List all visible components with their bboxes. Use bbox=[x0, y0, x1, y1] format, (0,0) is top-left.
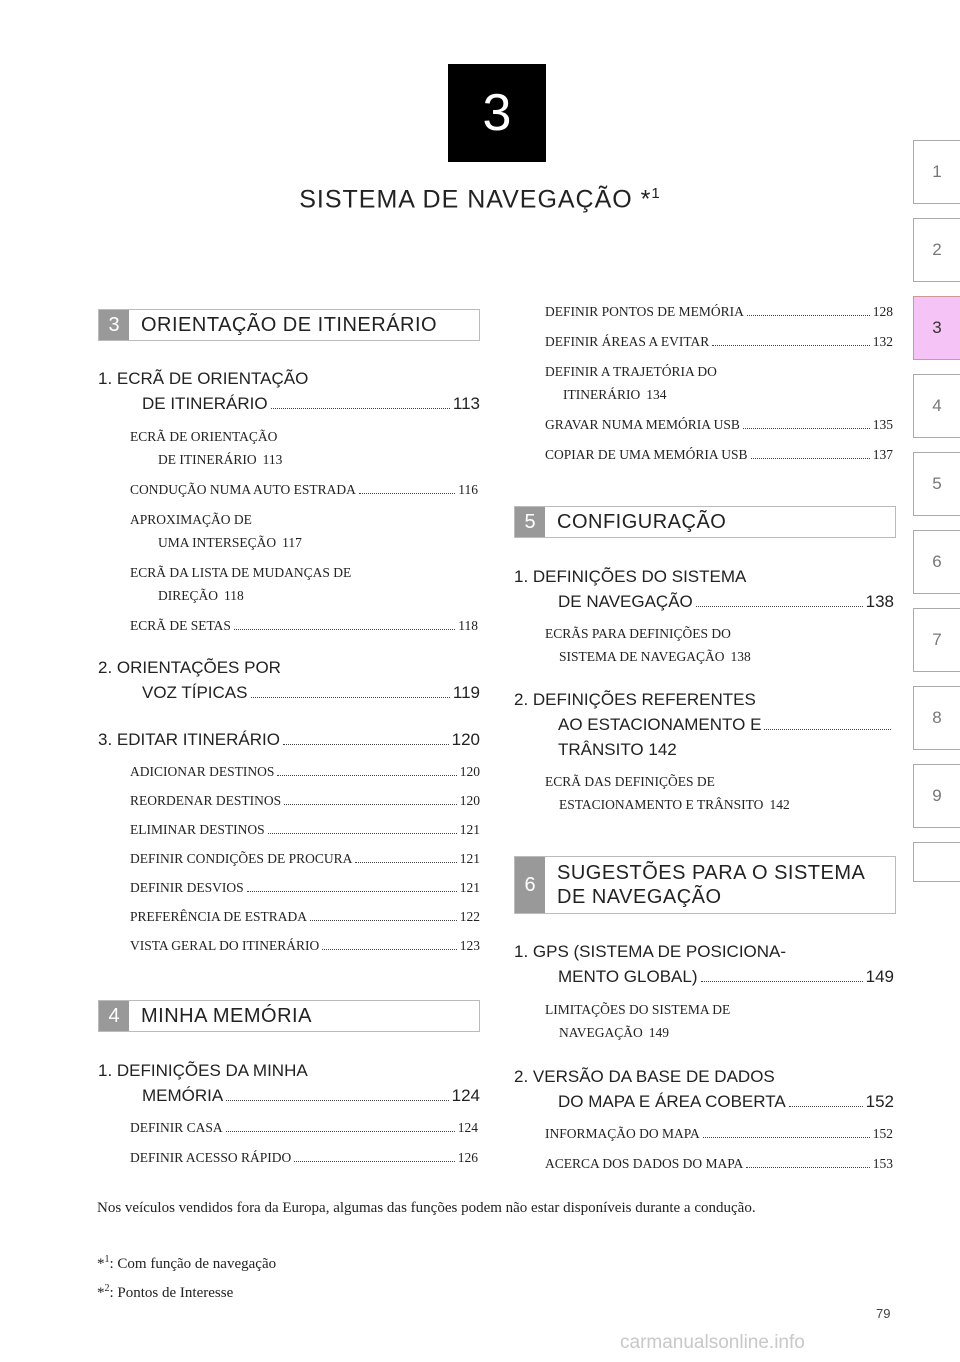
footnote-main: Nos veículos vendidos fora da Europa, algumas das funções podem não estar disponíveis durante a condução. bbox=[97, 1200, 756, 1216]
toc-sub-list bbox=[130, 425, 478, 637]
section-title: CONFIGURAÇÃO bbox=[557, 511, 727, 533]
tab-2[interactable]: 2 bbox=[913, 218, 960, 282]
toc-sub-list bbox=[545, 998, 893, 1044]
page-title-text: SISTEMA DE NAVEGAÇÃO * bbox=[299, 185, 652, 214]
toc-sub-entry[interactable]: DEFINIR PONTOS DE MEMÓRIA 128 bbox=[545, 300, 893, 323]
toc-sub-entry[interactable]: ECRÃ DE ORIENTAÇÃO DE ITINERÁRIO 113 bbox=[130, 429, 283, 467]
toc-sub-entry[interactable]: DEFINIR ÁREAS A EVITAR 132 bbox=[545, 330, 893, 353]
toc-entry-main[interactable]: 3. EDITAR ITINERÁRIO 120 bbox=[98, 727, 480, 752]
section-title: MINHA MEMÓRIA bbox=[141, 1005, 312, 1027]
toc-sub-entry[interactable]: COPIAR DE UMA MEMÓRIA USB 137 bbox=[545, 443, 893, 466]
tab-8[interactable]: 8 bbox=[913, 686, 960, 750]
section-3-header bbox=[98, 309, 480, 341]
toc-sub-entry[interactable]: APROXIMAÇÃO DE UMA INTERSEÇÃO 117 bbox=[130, 512, 302, 550]
toc-sub-list bbox=[545, 300, 893, 466]
tab-7[interactable]: 7 bbox=[913, 608, 960, 672]
tab-10[interactable] bbox=[913, 842, 960, 882]
toc-sub-entry[interactable]: DEFINIR DESVIOS 121 bbox=[130, 876, 480, 899]
toc-sub-entry[interactable]: PREFERÊNCIA DE ESTRADA 122 bbox=[130, 905, 480, 928]
toc-sub-entry[interactable]: REORDENAR DESTINOS 120 bbox=[130, 789, 480, 812]
toc-sub-entry[interactable]: ACERCA DOS DADOS DO MAPA 153 bbox=[545, 1152, 893, 1175]
section-title: SUGESTÕES PARA O SISTEMA DE NAVEGAÇÃO bbox=[557, 862, 866, 908]
toc-entry-main[interactable]: 2. VERSÃO DA BASE DE DADOS DO MAPA E ÁREA COBERTA 152 bbox=[514, 1067, 894, 1111]
toc-sub-entry[interactable]: VISTA GERAL DO ITINERÁRIO 123 bbox=[130, 934, 480, 957]
toc-sub-entry[interactable]: DEFINIR A TRAJETÓRIA DO ITINERÁRIO 134 bbox=[545, 364, 717, 402]
toc-sub-list bbox=[545, 770, 893, 816]
tab-4[interactable]: 4 bbox=[913, 374, 960, 438]
tab-1[interactable]: 1 bbox=[913, 140, 960, 204]
section-4-header bbox=[98, 1000, 480, 1032]
toc-sub-entry[interactable]: GRAVAR NUMA MEMÓRIA USB 135 bbox=[545, 413, 893, 436]
tab-6[interactable]: 6 bbox=[913, 530, 960, 594]
toc-sub-entry[interactable]: DEFINIR CONDIÇÕES DE PROCURA 121 bbox=[130, 847, 480, 870]
toc-entry-main[interactable]: 1. GPS (SISTEMA DE POSICIONA- MENTO GLOBAL) 149 bbox=[514, 942, 894, 986]
toc-entry-main[interactable]: 1. DEFINIÇÕES DO SISTEMA DE NAVEGAÇÃO 138 bbox=[514, 567, 894, 611]
tab-3[interactable]: 3 bbox=[913, 296, 960, 360]
chapter-number-box bbox=[448, 64, 546, 162]
toc-sub-entry[interactable]: DEFINIR ACESSO RÁPIDO 126 bbox=[130, 1146, 478, 1169]
toc-sub-entry[interactable]: ELIMINAR DESTINOS 121 bbox=[130, 818, 480, 841]
section-5-header bbox=[514, 506, 896, 538]
section-number: 5 bbox=[515, 507, 545, 537]
footnote-2: *$^2$: Pontos de Interesse bbox=[97, 1283, 234, 1301]
toc-sub-list bbox=[130, 760, 480, 957]
page-number: 79 bbox=[876, 1306, 891, 1321]
tab-5[interactable]: 5 bbox=[913, 452, 960, 516]
toc-entry-main[interactable]: 1. DEFINIÇÕES DA MINHA MEMÓRIA 124 bbox=[98, 1061, 480, 1105]
toc-sub-list bbox=[545, 1122, 893, 1175]
toc-sub-entry[interactable]: ADICIONAR DESTINOS 120 bbox=[130, 760, 480, 783]
watermark: carmanualsonline.info bbox=[620, 1332, 805, 1353]
toc-sub-entry[interactable]: INFORMAÇÃO DO MAPA 152 bbox=[545, 1122, 893, 1145]
toc-sub-entry[interactable]: ECRÃ DAS DEFINIÇÕES DE ESTACIONAMENTO E TRÂNSITO 142 bbox=[545, 774, 790, 812]
section-number: 4 bbox=[99, 1001, 129, 1031]
section-number: 6 bbox=[515, 857, 545, 913]
toc-sub-entry[interactable]: ECRÃS PARA DEFINIÇÕES DO SISTEMA DE NAVEGAÇÃO 138 bbox=[545, 626, 751, 664]
toc-sub-list bbox=[545, 622, 893, 668]
footnote-1: *$^1$: Com função de navegação bbox=[97, 1254, 277, 1272]
page-title bbox=[0, 185, 960, 214]
toc-sub-entry[interactable]: LIMITAÇÕES DO SISTEMA DE NAVEGAÇÃO 149 bbox=[545, 1002, 731, 1040]
toc-entry-main[interactable]: 1. ECRÃ DE ORIENTAÇÃO DE ITINERÁRIO 113 bbox=[98, 366, 480, 416]
section-6-header bbox=[514, 856, 896, 914]
toc-entry-main[interactable]: 2. DEFINIÇÕES REFERENTES AO ESTACIONAMENTO E TRÂNSITO 142 bbox=[514, 687, 894, 762]
toc-sub-list bbox=[130, 1116, 478, 1169]
section-title: ORIENTAÇÃO DE ITINERÁRIO bbox=[141, 314, 438, 336]
toc-sub-entry[interactable]: ECRÃ DA LISTA DE MUDANÇAS DE DIREÇÃO 118 bbox=[130, 565, 352, 603]
section-number: 3 bbox=[99, 310, 129, 340]
toc-sub-entry[interactable]: DEFINIR CASA 124 bbox=[130, 1116, 478, 1139]
toc-sub-entry[interactable]: CONDUÇÃO NUMA AUTO ESTRADA 116 bbox=[130, 478, 478, 501]
chapter-number: 3 bbox=[482, 84, 512, 142]
page-ref: 113 bbox=[452, 394, 480, 413]
tab-9[interactable]: 9 bbox=[913, 764, 960, 828]
page-title-sup: 1 bbox=[651, 185, 661, 202]
toc-entry-main[interactable]: 2. ORIENTAÇÕES POR VOZ TÍPICAS 119 bbox=[98, 658, 480, 702]
toc-sub-entry[interactable]: ECRÃ DE SETAS 118 bbox=[130, 614, 478, 637]
